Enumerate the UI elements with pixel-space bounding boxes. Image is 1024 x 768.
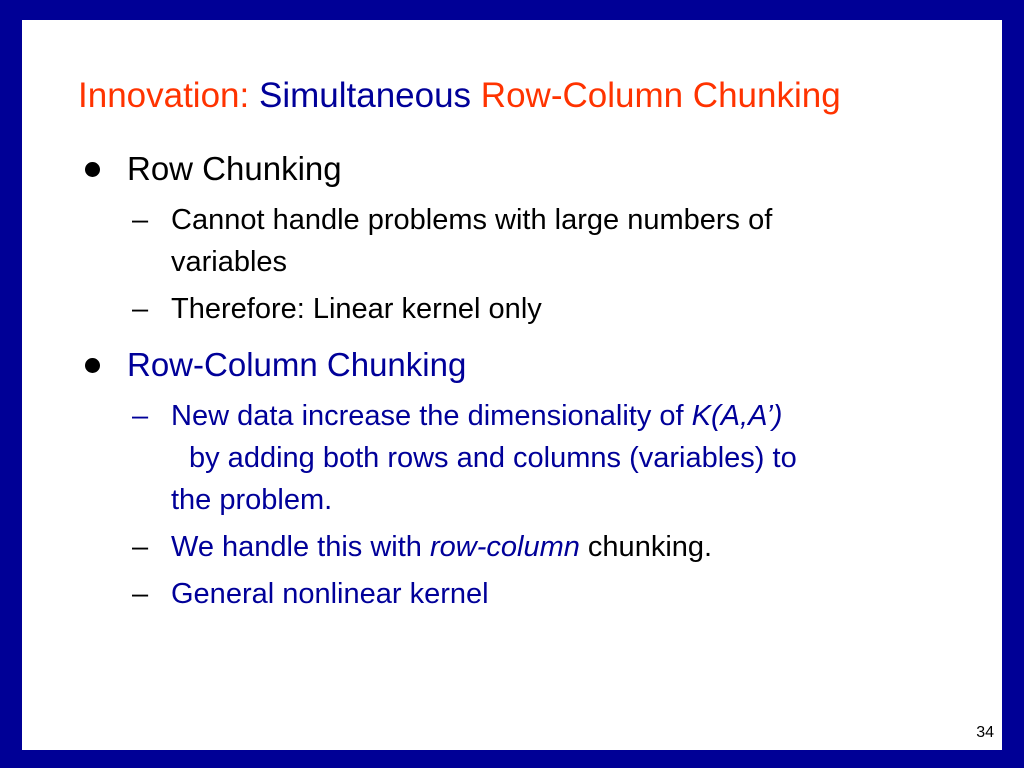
sub-bullet-line: the problem.: [171, 484, 333, 516]
dash-icon: –: [132, 531, 149, 563]
sub-bullet-text: Therefore: Linear kernel only: [171, 293, 542, 325]
dash-icon: –: [132, 400, 149, 432]
kernel-notation: K(A,A’): [691, 400, 783, 432]
page-number: 34: [976, 724, 994, 741]
bullet-label: Row-Column Chunking: [127, 346, 467, 383]
bullet-dot-icon: [85, 358, 100, 373]
title-suffix: Row-Column Chunking: [480, 76, 841, 115]
row-column-emphasis: row-column: [430, 531, 580, 563]
dash-icon: –: [132, 293, 149, 325]
title-middle: Simultaneous: [258, 76, 472, 115]
sub-bullet-text-start: We handle this with: [171, 531, 430, 563]
sub-bullet-text: [171, 526, 911, 568]
dash-icon: –: [132, 578, 149, 610]
sub-bullet-text: [171, 395, 911, 521]
dash-icon: –: [132, 204, 149, 236]
bullet-dot-icon: [85, 162, 100, 177]
sub-bullet-text-end: chunking.: [579, 531, 713, 563]
title-prefix: Innovation:: [78, 76, 250, 115]
slide-title: [78, 76, 841, 116]
sub-bullet-text-start: New data increase the dimensionality of: [171, 400, 692, 432]
sub-bullet-text: General nonlinear kernel: [171, 578, 489, 610]
sub-bullet-line: Cannot handle problems with large numbers of: [171, 204, 773, 236]
sub-bullet-text: [171, 199, 911, 283]
sub-bullet-line: by adding both rows and columns (variables) to: [189, 442, 797, 474]
sub-bullet-line: variables: [171, 246, 288, 278]
bullet-label: Row Chunking: [127, 150, 342, 187]
